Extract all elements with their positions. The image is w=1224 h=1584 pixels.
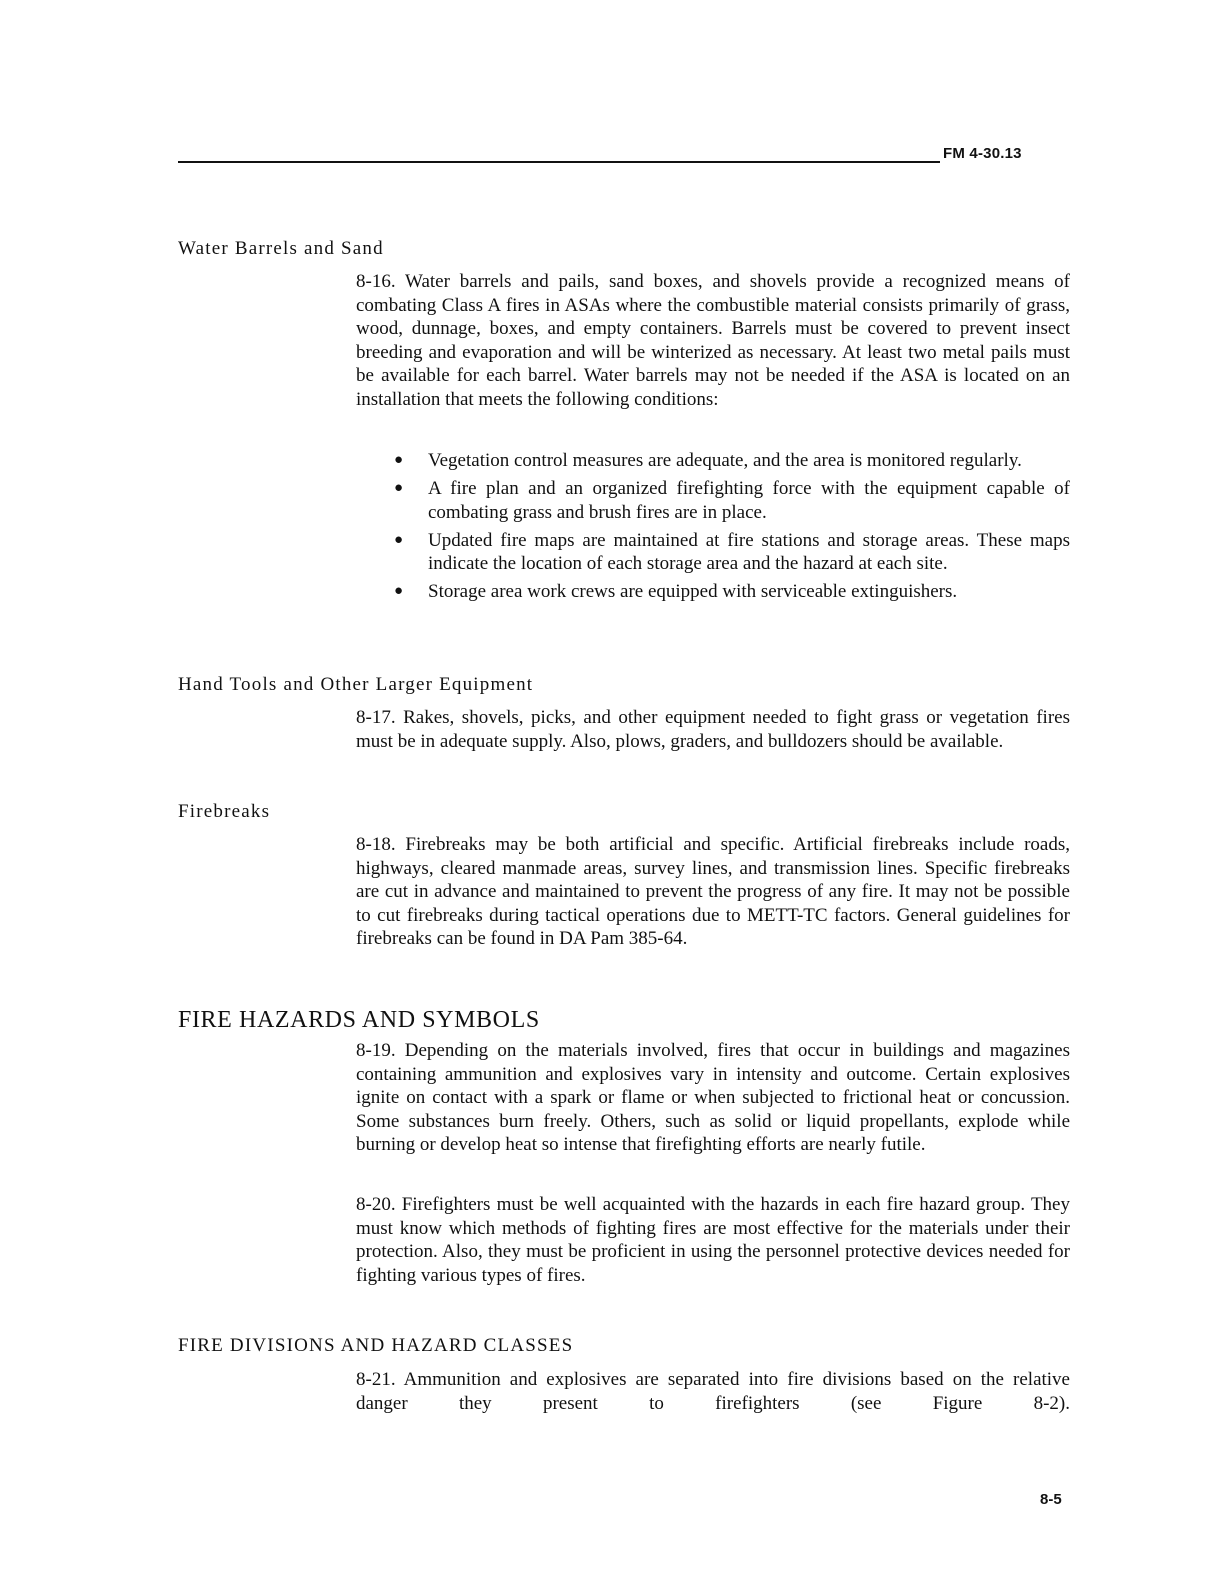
list-item: [356, 580, 1070, 604]
conditions-list: [356, 449, 1070, 609]
paragraph-8-20: 8-20. Firefighters must be well acquainted with the hazards in each fire hazard group. They must know which methods of fighting fires are most effective for the materials under their protection. Also, they must be proficient in using the personnel protective devices needed for fighting various types of fires.: [356, 1194, 1070, 1286]
heading-fire-hazards: FIRE HAZARDS AND SYMBOLS: [178, 1007, 540, 1033]
page-number: 8-5: [1040, 1491, 1062, 1508]
paragraph-8-21: 8-21. Ammunition and explosives are separated into fire divisions based on the relative danger they present to firefighters (see Figure 8-2).: [356, 1369, 1070, 1414]
list-item-text: Vegetation control measures are adequate, and the area is monitored regularly.: [428, 450, 1022, 471]
list-item-text: Storage area work crews are equipped with serviceable extinguishers.: [428, 581, 958, 603]
paragraph-8-16: 8-16. Water barrels and pails, sand boxes, and shovels provide a recognized means of combating Class A fires in ASAs where the combustible material consists primarily of grass, wood, dunnage, boxes, and empty containers. Barrels must be covered to prevent insect breeding and evaporation and will be winterized as necessary. At least two metal pails must be available for each barrel. Water barrels may not be needed if the ASA is located on an installation that meets the following conditions:: [356, 271, 1070, 410]
heading-water-barrels: Water Barrels and Sand: [178, 238, 384, 259]
bullet-icon: ●: [394, 583, 404, 600]
heading-fire-divisions: FIRE DIVISIONS AND HAZARD CLASSES: [178, 1335, 574, 1356]
bullet-icon: ●: [394, 480, 404, 497]
paragraph-8-18: 8-18. Firebreaks may be both artificial and specific. Artificial firebreaks include roads, highways, cleared manmade areas, survey lines, and transmission lines. Specific firebreaks are cut in advance and maintained to prevent the progress of any fire. It may not be possible to cut firebreaks during tactical operations due to METT-TC factors. General guidelines for firebreaks can be found in DA Pam 385-64.: [356, 834, 1070, 950]
bullet-icon: ●: [394, 452, 404, 468]
heading-firebreaks: Firebreaks: [178, 801, 271, 822]
list-item-text: Updated fire maps are maintained at fire stations and storage areas. These maps indicate the location of each storage area and the hazard at each site.: [428, 529, 1070, 575]
list-item: [356, 449, 1070, 473]
paragraph-8-19: 8-19. Depending on the materials involved, fires that occur in buildings and magazines containing ammunition and explosives vary in intensity and outcome. Certain explosives ignite on contact with a spark or flame or when subjected to frictional heat or concussion. Some substances burn freely. Others, such as solid or liquid propellants, explode while burning or develop heat so intense that firefighting efforts are nearly futile.: [356, 1040, 1070, 1156]
paragraph-8-17: 8-17. Rakes, shovels, picks, and other equipment needed to fight grass or vegetation fires must be in adequate supply. Also, plows, graders, and bulldozers should be available.: [356, 707, 1070, 752]
header-rule: [178, 161, 940, 163]
bullet-icon: ●: [394, 531, 404, 548]
heading-hand-tools: Hand Tools and Other Larger Equipment: [178, 674, 534, 695]
document-id: FM 4-30.13: [943, 145, 1022, 162]
list-item: [356, 477, 1070, 524]
list-item: [356, 529, 1070, 576]
list-item-text: A fire plan and an organized firefighting force with the equipment capable of combating grass and brush fires are in place.: [428, 478, 1070, 523]
